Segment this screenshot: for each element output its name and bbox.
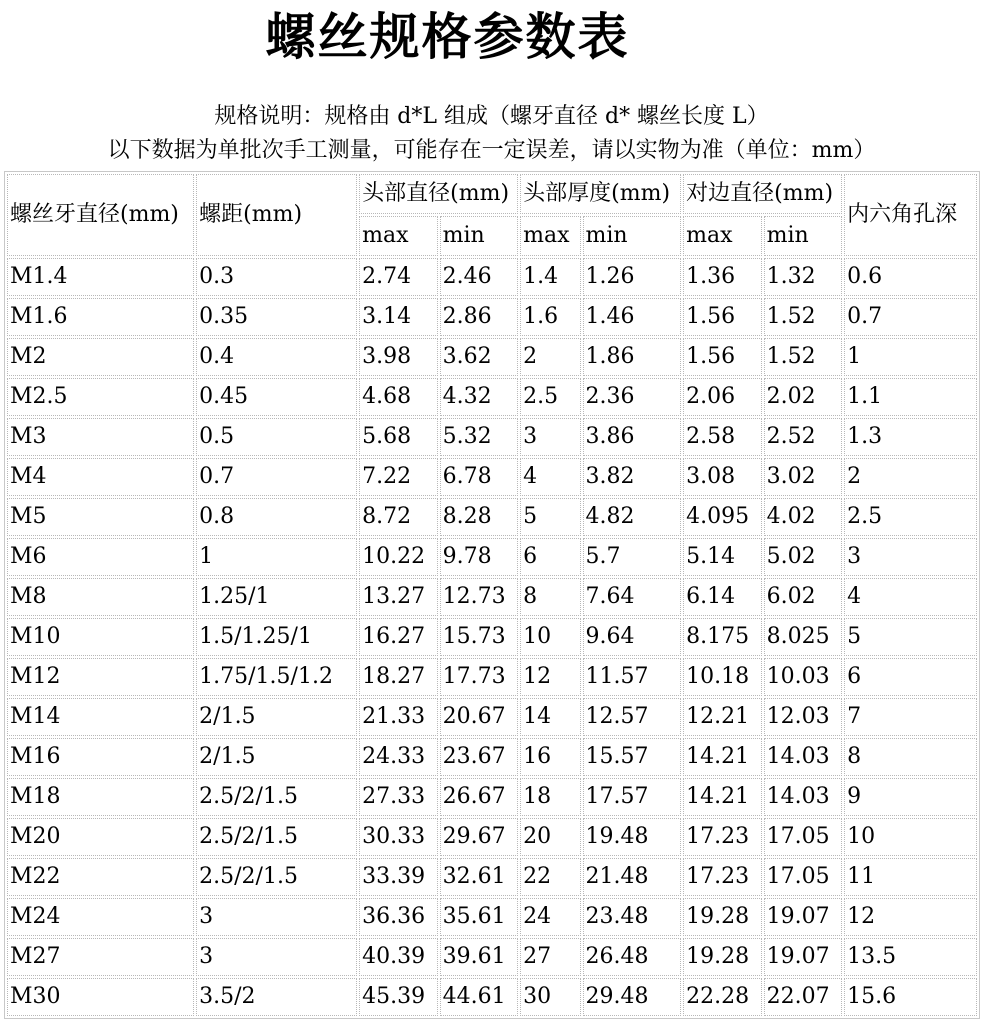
pitch-cell: 0.4 (196, 338, 357, 376)
across-flats-min-cell: 19.07 (764, 898, 843, 936)
hex-depth-cell: 2.5 (844, 498, 977, 536)
head-thickness-min-cell: 1.46 (583, 298, 682, 336)
header-head-diameter-min: min (440, 216, 519, 256)
pitch-cell: 3 (196, 938, 357, 976)
thread-diameter-cell: M5 (7, 498, 194, 536)
across-flats-min-cell: 1.32 (764, 258, 843, 296)
thread-diameter-cell: M1.4 (7, 258, 194, 296)
head-thickness-min-cell: 1.86 (583, 338, 682, 376)
across-flats-min-cell: 1.52 (764, 298, 843, 336)
pitch-cell: 0.5 (196, 418, 357, 456)
header-across-flats-min: min (764, 216, 843, 256)
across-flats-min-cell: 3.02 (764, 458, 843, 496)
header-hex-depth: 内六角孔深 (844, 174, 977, 256)
header-thread-diameter: 螺丝牙直径(mm) (7, 174, 194, 256)
across-flats-min-cell: 17.05 (764, 858, 843, 896)
head-diameter-min-cell: 2.46 (440, 258, 519, 296)
thread-diameter-cell: M10 (7, 618, 194, 656)
head-thickness-min-cell: 3.82 (583, 458, 682, 496)
across-flats-max-cell: 1.36 (683, 258, 761, 296)
head-diameter-max-cell: 7.22 (359, 458, 437, 496)
head-diameter-max-cell: 30.33 (359, 818, 437, 856)
across-flats-min-cell: 19.07 (764, 938, 843, 976)
head-thickness-min-cell: 11.57 (583, 658, 682, 696)
head-diameter-max-cell: 33.39 (359, 858, 437, 896)
head-thickness-min-cell: 3.86 (583, 418, 682, 456)
thread-diameter-cell: M14 (7, 698, 194, 736)
across-flats-max-cell: 22.28 (683, 978, 761, 1016)
table-row (7, 378, 977, 416)
table-row (7, 818, 977, 856)
across-flats-max-cell: 3.08 (683, 458, 761, 496)
across-flats-max-cell: 4.095 (683, 498, 761, 536)
spec-note: 规格说明：规格由 d*L 组成（螺牙直径 d* 螺丝长度 L） (214, 104, 769, 129)
table-row (7, 538, 977, 576)
across-flats-min-cell: 4.02 (764, 498, 843, 536)
head-diameter-max-cell: 36.36 (359, 898, 437, 936)
table-row (7, 338, 977, 376)
across-flats-max-cell: 1.56 (683, 338, 761, 376)
head-diameter-min-cell: 2.86 (440, 298, 519, 336)
thread-diameter-cell: M24 (7, 898, 194, 936)
hex-depth-cell: 12 (844, 898, 977, 936)
hex-depth-cell: 0.7 (844, 298, 977, 336)
head-thickness-max-cell: 2 (520, 338, 580, 376)
head-thickness-max-cell: 10 (520, 618, 580, 656)
thread-diameter-cell: M18 (7, 778, 194, 816)
head-diameter-min-cell: 12.73 (440, 578, 519, 616)
table-row (7, 578, 977, 616)
head-thickness-max-cell: 1.6 (520, 298, 580, 336)
head-diameter-min-cell: 32.61 (440, 858, 519, 896)
across-flats-min-cell: 14.03 (764, 738, 843, 776)
across-flats-max-cell: 19.28 (683, 898, 761, 936)
hex-depth-cell: 6 (844, 658, 977, 696)
head-diameter-max-cell: 3.14 (359, 298, 437, 336)
head-thickness-max-cell: 1.4 (520, 258, 580, 296)
across-flats-max-cell: 14.21 (683, 778, 761, 816)
head-thickness-min-cell: 21.48 (583, 858, 682, 896)
thread-diameter-cell: M27 (7, 938, 194, 976)
head-diameter-min-cell: 23.67 (440, 738, 519, 776)
head-thickness-min-cell: 1.26 (583, 258, 682, 296)
across-flats-max-cell: 17.23 (683, 818, 761, 856)
header-head-diameter: 头部直径(mm) (359, 174, 518, 214)
measurement-note: 以下数据为单批次手工测量，可能存在一定误差，请以实物为准（单位：mm） (107, 138, 876, 163)
thread-diameter-cell: M20 (7, 818, 194, 856)
across-flats-max-cell: 6.14 (683, 578, 761, 616)
thread-diameter-cell: M3 (7, 418, 194, 456)
header-across-flats-max: max (683, 216, 761, 256)
thread-diameter-cell: M4 (7, 458, 194, 496)
head-diameter-min-cell: 44.61 (440, 978, 519, 1016)
pitch-cell: 1.25/1 (196, 578, 357, 616)
head-diameter-max-cell: 2.74 (359, 258, 437, 296)
head-thickness-min-cell: 2.36 (583, 378, 682, 416)
head-diameter-max-cell: 40.39 (359, 938, 437, 976)
hex-depth-cell: 11 (844, 858, 977, 896)
thread-diameter-cell: M8 (7, 578, 194, 616)
head-diameter-max-cell: 18.27 (359, 658, 437, 696)
head-diameter-max-cell: 5.68 (359, 418, 437, 456)
head-thickness-max-cell: 30 (520, 978, 580, 1016)
head-diameter-min-cell: 3.62 (440, 338, 519, 376)
pitch-cell: 1.5/1.25/1 (196, 618, 357, 656)
hex-depth-cell: 2 (844, 458, 977, 496)
hex-depth-cell: 5 (844, 618, 977, 656)
table-row (7, 258, 977, 296)
head-diameter-min-cell: 26.67 (440, 778, 519, 816)
head-thickness-min-cell: 7.64 (583, 578, 682, 616)
head-thickness-max-cell: 22 (520, 858, 580, 896)
hex-depth-cell: 0.6 (844, 258, 977, 296)
thread-diameter-cell: M22 (7, 858, 194, 896)
head-thickness-min-cell: 5.7 (583, 538, 682, 576)
head-diameter-min-cell: 6.78 (440, 458, 519, 496)
pitch-cell: 1.75/1.5/1.2 (196, 658, 357, 696)
thread-diameter-cell: M6 (7, 538, 194, 576)
hex-depth-cell: 13.5 (844, 938, 977, 976)
pitch-cell: 0.45 (196, 378, 357, 416)
thread-diameter-cell: M2.5 (7, 378, 194, 416)
pitch-cell: 3.5/2 (196, 978, 357, 1016)
head-thickness-max-cell: 3 (520, 418, 580, 456)
pitch-cell: 2.5/2/1.5 (196, 858, 357, 896)
head-diameter-min-cell: 4.32 (440, 378, 519, 416)
hex-depth-cell: 7 (844, 698, 977, 736)
across-flats-min-cell: 17.05 (764, 818, 843, 856)
head-diameter-min-cell: 5.32 (440, 418, 519, 456)
table-row (7, 658, 977, 696)
hex-depth-cell: 15.6 (844, 978, 977, 1016)
pitch-cell: 0.35 (196, 298, 357, 336)
head-thickness-max-cell: 5 (520, 498, 580, 536)
across-flats-min-cell: 5.02 (764, 538, 843, 576)
across-flats-min-cell: 14.03 (764, 778, 843, 816)
head-diameter-min-cell: 20.67 (440, 698, 519, 736)
thread-diameter-cell: M2 (7, 338, 194, 376)
head-thickness-max-cell: 18 (520, 778, 580, 816)
table-body (7, 258, 977, 1016)
header-pitch: 螺距(mm) (196, 174, 357, 256)
head-thickness-max-cell: 4 (520, 458, 580, 496)
table-row (7, 498, 977, 536)
head-thickness-min-cell: 19.48 (583, 818, 682, 856)
across-flats-max-cell: 10.18 (683, 658, 761, 696)
head-thickness-min-cell: 17.57 (583, 778, 682, 816)
table-row (7, 778, 977, 816)
hex-depth-cell: 1.1 (844, 378, 977, 416)
header-head-diameter-max: max (359, 216, 437, 256)
pitch-cell: 3 (196, 898, 357, 936)
pitch-cell: 2.5/2/1.5 (196, 818, 357, 856)
header-row-group (7, 174, 977, 214)
across-flats-max-cell: 12.21 (683, 698, 761, 736)
hex-depth-cell: 4 (844, 578, 977, 616)
across-flats-max-cell: 19.28 (683, 938, 761, 976)
page-title: 螺丝规格参数表 (265, 7, 630, 66)
table-row (7, 458, 977, 496)
table-row (7, 938, 977, 976)
head-thickness-max-cell: 20 (520, 818, 580, 856)
hex-depth-cell: 10 (844, 818, 977, 856)
hex-depth-cell: 8 (844, 738, 977, 776)
head-thickness-max-cell: 12 (520, 658, 580, 696)
head-thickness-min-cell: 12.57 (583, 698, 682, 736)
table-row (7, 298, 977, 336)
hex-depth-cell: 1 (844, 338, 977, 376)
head-thickness-max-cell: 24 (520, 898, 580, 936)
head-thickness-min-cell: 15.57 (583, 738, 682, 776)
across-flats-min-cell: 2.52 (764, 418, 843, 456)
head-thickness-min-cell: 26.48 (583, 938, 682, 976)
header-head-thickness-min: min (583, 216, 682, 256)
table-row (7, 698, 977, 736)
across-flats-max-cell: 5.14 (683, 538, 761, 576)
across-flats-max-cell: 14.21 (683, 738, 761, 776)
head-diameter-min-cell: 15.73 (440, 618, 519, 656)
head-thickness-max-cell: 14 (520, 698, 580, 736)
head-diameter-min-cell: 9.78 (440, 538, 519, 576)
across-flats-min-cell: 22.07 (764, 978, 843, 1016)
head-thickness-max-cell: 2.5 (520, 378, 580, 416)
head-diameter-max-cell: 13.27 (359, 578, 437, 616)
header-head-thickness: 头部厚度(mm) (520, 174, 681, 214)
header-head-thickness-max: max (520, 216, 580, 256)
pitch-cell: 2/1.5 (196, 738, 357, 776)
hex-depth-cell: 1.3 (844, 418, 977, 456)
head-diameter-min-cell: 17.73 (440, 658, 519, 696)
pitch-cell: 2.5/2/1.5 (196, 778, 357, 816)
head-thickness-max-cell: 16 (520, 738, 580, 776)
across-flats-max-cell: 2.06 (683, 378, 761, 416)
head-thickness-max-cell: 6 (520, 538, 580, 576)
across-flats-min-cell: 2.02 (764, 378, 843, 416)
across-flats-max-cell: 17.23 (683, 858, 761, 896)
pitch-cell: 0.7 (196, 458, 357, 496)
hex-depth-cell: 9 (844, 778, 977, 816)
across-flats-min-cell: 12.03 (764, 698, 843, 736)
head-diameter-max-cell: 8.72 (359, 498, 437, 536)
table-row (7, 978, 977, 1016)
across-flats-min-cell: 10.03 (764, 658, 843, 696)
across-flats-max-cell: 2.58 (683, 418, 761, 456)
pitch-cell: 1 (196, 538, 357, 576)
head-thickness-min-cell: 29.48 (583, 978, 682, 1016)
head-diameter-max-cell: 3.98 (359, 338, 437, 376)
thread-diameter-cell: M16 (7, 738, 194, 776)
hex-depth-cell: 3 (844, 538, 977, 576)
across-flats-min-cell: 6.02 (764, 578, 843, 616)
head-diameter-max-cell: 27.33 (359, 778, 437, 816)
head-thickness-max-cell: 8 (520, 578, 580, 616)
thread-diameter-cell: M1.6 (7, 298, 194, 336)
head-diameter-max-cell: 10.22 (359, 538, 437, 576)
head-thickness-max-cell: 27 (520, 938, 580, 976)
head-diameter-min-cell: 35.61 (440, 898, 519, 936)
table-row (7, 418, 977, 456)
table-row (7, 858, 977, 896)
head-thickness-min-cell: 4.82 (583, 498, 682, 536)
head-diameter-max-cell: 21.33 (359, 698, 437, 736)
head-diameter-min-cell: 39.61 (440, 938, 519, 976)
thread-diameter-cell: M12 (7, 658, 194, 696)
spec-table (4, 171, 980, 1019)
across-flats-min-cell: 8.025 (764, 618, 843, 656)
head-diameter-max-cell: 4.68 (359, 378, 437, 416)
header-across-flats: 对边直径(mm) (683, 174, 842, 214)
head-diameter-min-cell: 29.67 (440, 818, 519, 856)
head-thickness-min-cell: 9.64 (583, 618, 682, 656)
pitch-cell: 0.3 (196, 258, 357, 296)
table-row (7, 898, 977, 936)
head-diameter-max-cell: 45.39 (359, 978, 437, 1016)
head-diameter-min-cell: 8.28 (440, 498, 519, 536)
across-flats-max-cell: 1.56 (683, 298, 761, 336)
head-diameter-max-cell: 16.27 (359, 618, 437, 656)
pitch-cell: 2/1.5 (196, 698, 357, 736)
table-row (7, 738, 977, 776)
across-flats-max-cell: 8.175 (683, 618, 761, 656)
thread-diameter-cell: M30 (7, 978, 194, 1016)
table-row (7, 618, 977, 656)
head-thickness-min-cell: 23.48 (583, 898, 682, 936)
head-diameter-max-cell: 24.33 (359, 738, 437, 776)
pitch-cell: 0.8 (196, 498, 357, 536)
across-flats-min-cell: 1.52 (764, 338, 843, 376)
